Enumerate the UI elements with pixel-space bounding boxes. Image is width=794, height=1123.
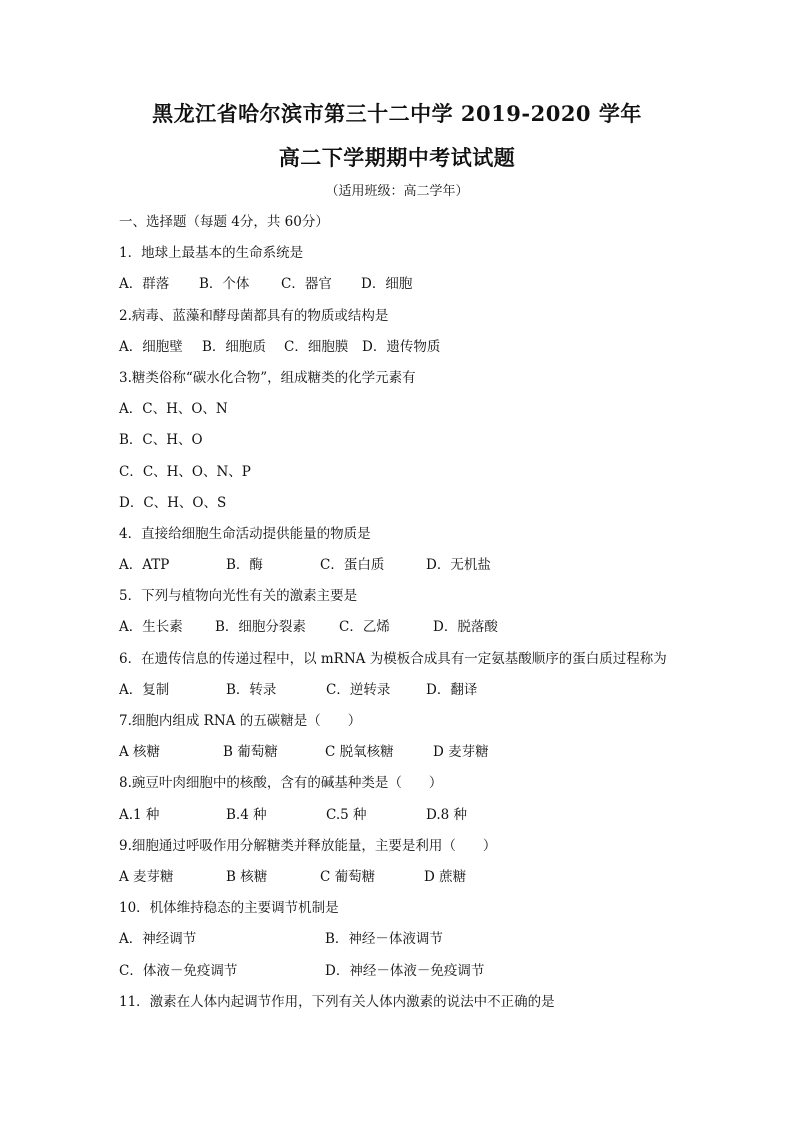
- question-8-stem: 8.豌豆叶肉细胞中的核酸，含有的碱基种类是（ ）: [119, 775, 443, 792]
- question-3-stem: 3.糖类俗称“碳水化合物”，组成糖类的化学元素有: [119, 369, 416, 386]
- question-9-option-a: A 麦芽糖: [119, 868, 174, 885]
- question-8-option-b: B.4 种: [226, 806, 267, 823]
- question-10-options-row2: [119, 961, 739, 992]
- question-6-option-c: C．逆转录: [326, 681, 391, 698]
- question-5-option-b: B．细胞分裂素: [215, 619, 306, 636]
- question-2-option-d: D．遗传物质: [362, 338, 441, 355]
- applicable-class-note: （适用班级：高二学年）: [325, 184, 469, 199]
- question-10-option-c: C．体液－免疫调节: [119, 962, 238, 979]
- question-9-option-b: B 核糖: [226, 868, 268, 885]
- question-7-option-d: D 麦芽糖: [433, 744, 489, 761]
- question-1-option-d: D．细胞: [361, 276, 413, 293]
- question-2-option-b: B．细胞质: [202, 338, 266, 355]
- question-10-stem: 10．机体维持稳态的主要调节机制是: [119, 900, 339, 917]
- question-4-option-d: D．无机盐: [426, 557, 491, 574]
- question-8-options: [119, 805, 739, 836]
- section-heading: 一、选择题（每题 4分，共 60分）: [119, 214, 329, 230]
- question-10-options-row1: [119, 929, 739, 960]
- question-3-option-b: B．C、H、O: [119, 432, 203, 449]
- question-11-stem: 11．激素在人体内起调节作用，下列有关人体内激素的说法中不正确的是: [119, 993, 555, 1010]
- question-8-option-d: D.8 种: [426, 806, 468, 823]
- exam-title-line2: 高二下学期期中考试试题: [278, 145, 516, 170]
- question-6-option-d: D．翻译: [426, 681, 478, 698]
- question-9-option-d: D 蔗糖: [424, 868, 467, 885]
- question-6-options: [119, 680, 739, 711]
- question-3-option-d: D．C、H、O、S: [119, 494, 227, 511]
- question-6-stem: 6．在遗传信息的传递过程中，以 mRNA 为模板合成具有一定氨基酸顺序的蛋白质过程称为: [119, 650, 667, 667]
- question-7-option-a: A 核糖: [119, 744, 161, 761]
- question-10-option-d: D．神经－体液－免疫调节: [325, 962, 485, 979]
- question-9-option-c: C 葡萄糖: [320, 868, 376, 885]
- question-5-options: [119, 617, 739, 648]
- question-4-option-c: C．蛋白质: [320, 557, 385, 574]
- question-10-option-b: B．神经－体液调节: [325, 931, 443, 948]
- question-2-option-a: A．细胞壁: [119, 338, 183, 355]
- question-5-option-c: C．乙烯: [339, 619, 390, 636]
- question-9-stem: 9.细胞通过呼吸作用分解糖类并释放能量，主要是利用（ ）: [119, 837, 497, 854]
- exam-content: [119, 212, 739, 1023]
- question-4-option-b: B．酶: [226, 557, 263, 574]
- question-1-option-a: A．群落: [119, 276, 170, 293]
- question-7-stem: 7.细胞内组成 RNA 的五碳糖是（ ）: [119, 713, 362, 729]
- question-7-option-c: C 脱氧核糖: [325, 744, 394, 761]
- question-5-option-a: A．生长素: [119, 619, 183, 636]
- question-2-option-c: C．细胞膜: [284, 338, 349, 355]
- question-4-options: [119, 555, 739, 586]
- question-4-option-a: A．ATP: [119, 557, 170, 574]
- question-10-option-a: A．神经调节: [119, 931, 197, 948]
- question-1-option-b: B．个体: [199, 276, 250, 293]
- question-6-option-a: A．复制: [119, 681, 170, 698]
- question-5-stem: 5．下列与植物向光性有关的激素主要是: [119, 588, 358, 605]
- question-8-option-a: A.1 种: [119, 806, 160, 823]
- question-6-option-b: B．转录: [226, 681, 277, 698]
- question-1-stem: 1．地球上最基本的生命系统是: [119, 245, 304, 262]
- question-3-option-a: A．C、H、O、N: [119, 401, 228, 418]
- question-3-option-c: C．C、H、O、N、P: [119, 463, 251, 480]
- question-7-option-b: B 葡萄糖: [223, 744, 278, 761]
- question-8-option-c: C.5 种: [326, 806, 367, 823]
- question-2-stem: 2.病毒、蓝藻和酵母菌都具有的物质或结构是: [119, 307, 389, 324]
- exam-title-line1: 黑龙江省哈尔滨市第三十二中学 2019-2020 学年: [152, 101, 642, 126]
- question-1-options: [119, 274, 739, 305]
- question-4-stem: 4．直接给细胞生命活动提供能量的物质是: [119, 525, 371, 542]
- question-2-options: [119, 337, 739, 368]
- question-1-option-c: C．器官: [281, 276, 332, 293]
- question-7-options: [119, 742, 739, 773]
- question-5-option-d: D．脱落酸: [433, 619, 498, 636]
- question-9-options: [119, 867, 739, 898]
